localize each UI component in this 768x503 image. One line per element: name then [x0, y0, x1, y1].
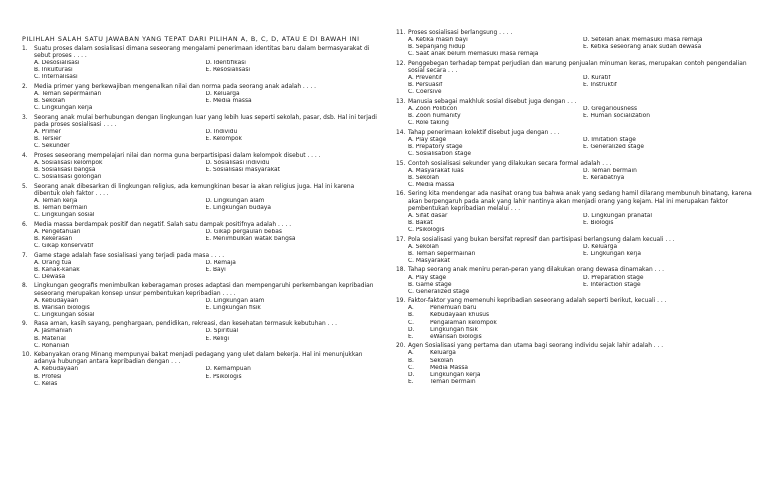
question-number: 4. [22, 152, 28, 159]
option-letter: C. [408, 364, 414, 371]
answer-option: D. Lingkungan pranatal [583, 212, 652, 219]
answer-option [396, 372, 758, 379]
answer-option: E. Kelompok [205, 136, 242, 143]
answer-option: C. Coersive [408, 89, 442, 96]
question-text: Game stage adalah fase sosialisasi yang terjadi pada masa . . . . [34, 252, 225, 259]
option-text: Kebudayaan khusus [430, 312, 490, 319]
answer-option [396, 365, 758, 372]
answer-option [396, 327, 758, 334]
answer-options [22, 129, 377, 150]
answer-option: E. Kerabatnya [583, 174, 625, 181]
question-text: Proses sosialisasi berlangsung . . . . [408, 30, 513, 36]
answer-option: E. Interaction stage [583, 281, 641, 288]
answer-option: A. Kebudayaan [34, 297, 79, 304]
answer-option [396, 312, 758, 319]
answer-option: A. Play stage [408, 274, 447, 281]
answer-option: B. Material [34, 335, 66, 342]
question-text: Kebanyakan orang Minang mempunyai bakat menjadi pedagang yang ulet dalam bekerja. Hal ini menunjukkan adanya hubungan antara kepribadian dengan . . . [34, 352, 363, 366]
question-stem [396, 30, 758, 37]
question-item [396, 298, 758, 341]
answer-option: B. Bakat [408, 219, 433, 226]
question-stem [396, 130, 758, 137]
answer-option: B. Sosialisasi bangsa [34, 167, 96, 173]
answer-option: A. Masyarakat luas [408, 167, 464, 174]
answer-option: C. Lingkungan kerja [34, 105, 93, 112]
question-stem [22, 321, 377, 328]
question-stem [22, 253, 377, 260]
answer-option: E. Psikologis [205, 373, 242, 380]
answer-option: A. Orang tua [34, 259, 72, 266]
answer-option: C. Gikap konservatif [34, 242, 94, 249]
answer-option: C. Lingkungan sosial [34, 311, 95, 318]
answer-option: C. Media massa [408, 181, 455, 188]
answer-options [396, 137, 758, 158]
question-stem [396, 61, 758, 75]
question-text: Proses seseorang mempelajari nilai dan norma guna berpartisipasi dalam kelompok disebut . . . . [34, 152, 321, 159]
question-item [22, 46, 377, 81]
question-stem [22, 184, 377, 198]
option-text: Keluarga [430, 350, 456, 357]
answer-option: C. Internalisasi [34, 74, 78, 81]
answer-option: C. Saat anak belum memasuki masa remaja [408, 51, 539, 58]
question-text: Manusia sebagai makhluk sosial disebut juga dengan . . . [408, 98, 577, 105]
question-item [396, 99, 758, 127]
question-number: 7. [22, 252, 28, 259]
question-number: 1. [22, 46, 28, 52]
answer-option: C. Lingkungan sosial [34, 212, 95, 219]
answer-option: D. Keluarga [205, 91, 240, 98]
answer-option: D. Preparation stage [583, 274, 644, 281]
answer-option: D. Teman bermain [583, 167, 637, 174]
question-item [22, 84, 377, 112]
question-text: Suatu proses dalam sosialisasi dimana seseorang mengalami penerimaan identitas baru dalam bermasyarakat di sebut proses . . . . [34, 46, 370, 60]
option-letter: E. [408, 378, 414, 385]
answer-option: E. Lingkungan kerja [583, 250, 642, 257]
answer-options [22, 298, 377, 319]
question-number: 13. [396, 98, 406, 105]
question-stem [22, 283, 377, 297]
question-text: Media primer yang berkewajiban mengenalkan nilai dan norma pada seorang anak adalah . . . . [34, 83, 317, 90]
question-text: Faktor-faktor yang memenuhi kepribadian seseorang adalah seperti berikut, kecuali . . . [408, 298, 667, 305]
answer-option: E. Generalized stage [583, 143, 644, 150]
answer-option: D. Spiritual [205, 328, 239, 335]
answer-option [396, 358, 758, 365]
question-text: Seorang anak dibesarkan di lingkungan religius, ada kemungkinan besar ia akan religius juga. Hal ini karena dibentuk oleh faktor . . . . [34, 183, 355, 197]
question-number: 18. [396, 267, 406, 274]
answer-option: B. Warisan biologis [34, 304, 90, 311]
answer-option: A. Play stage [408, 136, 447, 143]
answer-option: D. Kuratif [583, 75, 611, 82]
question-text: Seorang anak mulai berhubungan dengan lingkungan luar yang lebih luas seperti sekolah, pasar, dsb. Hal ini terjadi pada proses sosialisasi . . . . [34, 114, 377, 128]
question-stem [396, 237, 758, 244]
question-stem [396, 99, 758, 106]
question-number: 2. [22, 83, 28, 90]
answer-option: A. Primer [34, 129, 61, 136]
question-item [396, 343, 758, 386]
instruction-header: PILIHLAH SALAH SATU JAWABAN YANG TEPAT DARI PILIHAN A, B, C, D, ATAU E DI BAWAH INI [22, 35, 360, 43]
answer-options [22, 91, 377, 112]
question-text: Lingkungan geografis menimbulkan keberagaman proses adaptasi dan mempengaruhi perkembangan kepribadian seseorang merupakan konsep unsur pembentukan kepribadian . . . . [34, 283, 374, 297]
answer-option [396, 350, 758, 357]
answer-option: D. Sosialisasi individu [205, 159, 270, 166]
answer-option: B. Sekolah [34, 98, 65, 105]
answer-option: E. Sosialisasi masyarakat [205, 167, 280, 173]
answer-option: B. Sekolah [408, 174, 439, 181]
answer-options [396, 75, 758, 96]
option-text: Penemuan baru [430, 305, 477, 312]
answer-option: E. Lingkungan budaya [205, 204, 271, 211]
answer-option: B. Profesi [34, 373, 62, 380]
answer-option: B. Zoon humanity [408, 113, 461, 120]
question-text: Sering kita mendengar ada nasihat orang tua bahwa anak yang sedang hamil dilarang membunuh binatang, karena akan berpengaruh pada anak yang lahir nantinya akan menjadi orang yang kejam. Hal ini merupakan faktor pembentukan kepribadian melalui . . . [408, 191, 752, 212]
answer-option: C. Rohaniah [34, 342, 70, 349]
answer-option: E. Instruktif [583, 82, 617, 89]
answer-option: C. Sosialisasi golongan [34, 174, 102, 181]
question-item [22, 283, 377, 318]
answer-option: A. Kebudayaan [34, 366, 79, 373]
answer-option: B. Persuasif [408, 82, 443, 89]
answer-option: B. Game stage [408, 281, 452, 288]
answer-option: A. Pengetahuan [34, 228, 81, 235]
answer-option: D. Lingkungan alam [205, 197, 265, 204]
question-item [22, 352, 377, 387]
answer-option: A. Teman sepermainan [34, 91, 102, 98]
answer-option: E. Biologis [583, 219, 614, 226]
question-stem [22, 46, 377, 60]
answer-option: C. Sekunder [34, 143, 70, 150]
question-stem [22, 115, 377, 129]
option-text: Teman bermain [430, 378, 476, 385]
option-text: Media Massa [430, 364, 469, 371]
question-item [396, 237, 758, 265]
answer-option: E. Religi [205, 335, 230, 342]
answer-option: E. Resosialisasi [205, 67, 251, 74]
question-text: Contoh sosialisasi sekunder yang dilakukan secara formal adalah . . . [408, 160, 612, 167]
answer-option [396, 379, 758, 386]
answer-option: B. Prepatory stage [408, 143, 463, 150]
question-number: 17. [396, 236, 406, 243]
question-number: 5. [22, 183, 28, 190]
answer-options [22, 160, 377, 181]
answer-option [396, 334, 758, 341]
question-text: Pola sosialisasi yang bukan bersifat represif dan partisipasi berlangsung dalam kecuali . . . [408, 236, 675, 243]
question-item [22, 153, 377, 181]
answer-options [396, 244, 758, 265]
option-text: eWarisan biologis [430, 333, 482, 340]
option-letter: A. [408, 305, 414, 312]
answer-option: E. Bayi [205, 266, 226, 273]
answer-option: B. Inkulturasi [34, 67, 73, 74]
answer-option: D. Lingkungan alam [205, 297, 265, 304]
question-item [396, 61, 758, 96]
question-number: 3. [22, 114, 28, 121]
answer-option: C. Generalized stage [408, 288, 470, 295]
question-item [22, 321, 377, 349]
answer-option: A. Jasmaniah [34, 328, 73, 335]
answer-option: C. Role taking [408, 120, 449, 127]
answer-option: E. Lingkungan fisik [205, 304, 261, 311]
question-text: Tahap seorang anak meniru peran-peran yang dilakukan orang dewasa dinamakan . . . [408, 267, 664, 274]
answer-option: E. Ketika seseorang anak sudah dewasa [583, 44, 702, 51]
question-stem [396, 191, 758, 212]
question-text: Agen Sosialisasi yang pertama dan utama bagi seorang individu sejak lahir adalah . . . [408, 343, 664, 350]
answer-option: E. Human socialization [583, 113, 651, 120]
option-letter: D. [408, 326, 415, 333]
answer-options [396, 213, 758, 234]
option-letter: E. [408, 333, 414, 340]
answer-options [396, 275, 758, 296]
option-text: Sekolah [430, 357, 454, 364]
option-text: Pengalaman kelompok [430, 319, 497, 326]
question-item [22, 115, 377, 150]
question-text: Media massa berdampak positif dan negatif. Salah satu dampak positifnya adalah . . . . [34, 221, 292, 228]
question-number: 19. [396, 298, 406, 305]
answer-option: C. Masyarakat [408, 257, 450, 264]
answer-option: B. Kanak-kanak [34, 266, 80, 273]
answer-option: A. Preventif [408, 75, 442, 82]
question-text: Tahap penerimaan kolektif disebut juga dengan . . . [408, 129, 560, 136]
question-stem [396, 161, 758, 168]
question-item [396, 30, 758, 58]
answer-option: B. Teman bermain [34, 204, 88, 211]
answer-option: B. Kekerasan [34, 235, 73, 242]
answer-options [22, 328, 377, 349]
answer-option: D. Keluarga [583, 243, 618, 250]
option-text: Lingkungan fisik [430, 326, 478, 333]
answer-option: C. Psikologis [408, 226, 445, 233]
answer-option: C. Sosialisation stage [408, 151, 471, 157]
question-item [22, 184, 377, 219]
question-number: 15. [396, 160, 406, 167]
answer-option: C. Kelas [34, 380, 58, 387]
question-number: 20. [396, 343, 406, 350]
answer-options [22, 260, 377, 281]
option-letter: D. [408, 371, 415, 378]
answer-options [396, 305, 758, 340]
answer-options [22, 60, 377, 81]
right-column [396, 30, 758, 388]
answer-options [22, 229, 377, 250]
question-number: 9. [22, 321, 28, 328]
question-number: 12. [396, 60, 406, 67]
question-number: 8. [22, 283, 28, 290]
question-number: 14. [396, 129, 406, 136]
left-column [22, 46, 377, 390]
answer-option [396, 320, 758, 327]
answer-option: D. Gikap pergaulan bebas [205, 228, 282, 235]
option-letter: C. [408, 319, 414, 326]
answer-option: A. Zoon Politicon [408, 105, 458, 112]
question-item [396, 161, 758, 189]
question-stem [396, 267, 758, 274]
answer-option: E. Menimbulkan watak bangsa [205, 235, 296, 242]
question-item [22, 253, 377, 281]
question-item [396, 130, 758, 158]
answer-option: D. Imitation stage [583, 136, 636, 143]
answer-option: A. Sosialisasi kelompok [34, 159, 103, 166]
answer-option: A. Teman kerja [34, 197, 78, 204]
answer-option: D. Remaja [205, 259, 236, 266]
question-item [396, 267, 758, 295]
answer-option: D. Gregariousness [583, 105, 638, 112]
question-stem [396, 343, 758, 350]
option-letter: B. [408, 312, 414, 319]
option-letter: A. [408, 350, 414, 357]
answer-option: A. Ketika masih bayi [408, 37, 468, 44]
answer-option: D. Kemampuan [205, 366, 251, 373]
question-stem [396, 298, 758, 305]
question-item [22, 222, 377, 250]
question-number: 16. [396, 191, 406, 198]
answer-option [396, 305, 758, 312]
answer-option: A. Sekolah [408, 243, 439, 250]
answer-option: A. Sifat dasar [408, 212, 448, 219]
answer-option: B. Teman sepermainan [408, 250, 476, 257]
question-number: 11. [396, 30, 406, 36]
question-number: 6. [22, 221, 28, 228]
question-stem [22, 352, 377, 366]
answer-option: E. Media massa [205, 98, 252, 105]
question-item [396, 191, 758, 234]
answer-options [22, 366, 377, 387]
question-text: Penggebegan terhadap tempat perjudian dan warung penjualan minuman keras, merupakan contoh pengendalian sosial secara . . . [408, 60, 747, 74]
answer-option: A. Desosialisasi [34, 60, 80, 67]
answer-options [396, 106, 758, 127]
answer-option: B. Tersier [34, 136, 62, 143]
question-stem [22, 222, 377, 229]
answer-option: B. Sepanjang hidup [408, 44, 466, 51]
answer-options [22, 198, 377, 219]
answer-options [396, 168, 758, 189]
answer-options [396, 37, 758, 58]
question-number: 10. [22, 352, 32, 359]
answer-option: D. Identifikasi [205, 60, 246, 67]
answer-option: D. Individu [205, 129, 238, 136]
option-text: Lingkungan kerja [430, 371, 481, 378]
answer-option: D. Setelah anak memasuki masa remaja [583, 37, 703, 44]
answer-option: C. Dewasa [34, 273, 66, 280]
question-text: Rasa aman, kasih sayang, penghargaan, pendidikan, rekreasi, dan kesehatan termasuk kebutuhan . . . [34, 321, 337, 328]
option-letter: B. [408, 357, 414, 364]
question-stem [22, 153, 377, 160]
answer-options [396, 350, 758, 385]
question-stem [22, 84, 377, 91]
